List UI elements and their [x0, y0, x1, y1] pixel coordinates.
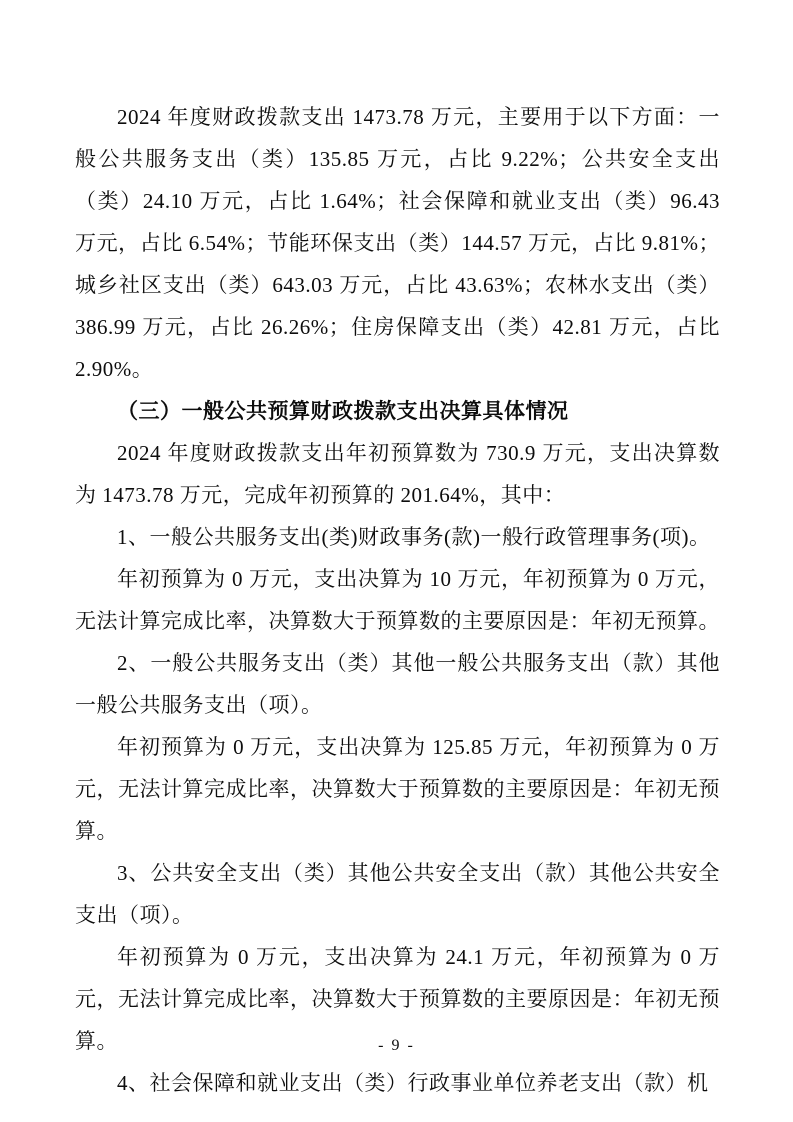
body-paragraph: 3、公共安全支出（类）其他公共安全支出（款）其他公共安全支出（项）。 [75, 861, 720, 927]
body-paragraph: 年初预算为 0 万元，支出决算为 24.1 万元，年初预算为 0 万元，无法计算完成比率，决算数大于预算数的主要原因是：年初无预算。 [75, 945, 720, 1053]
body-paragraph: 年初预算为 0 万元，支出决算为 125.85 万元，年初预算为 0 万元，无法计算完成比率，决算数大于预算数的主要原因是：年初无预算。 [75, 735, 720, 843]
page-number-footer: - 9 - [378, 1037, 415, 1054]
section-heading: （三）一般公共预算财政拨款支出决算具体情况 [117, 399, 569, 423]
body-paragraph: 2024 年度财政拨款支出 1473.78 万元，主要用于以下方面：一般公共服务支出（类）135.85 万元，占比 9.22%；公共安全支出（类）24.10 万元，占比 1.64%；社会保障和就业支出（类）96.43 万元，占比 6.54%；节能环保支出（类）144.57 万元，占比 9.81%；城乡社区支出（类）643.03 万元，占比 43.63%；农林水支出（类）386.99 万元，占比 26.26%；住房保障支出（类）42.81 万元，占比 2.90%。 [75, 105, 720, 381]
body-paragraph: 1、一般公共服务支出(类)财政事务(款)一般行政管理事务(项)。 [117, 525, 711, 549]
body-paragraph: 4、社会保障和就业支出（类）行政事业单位养老支出（款）机 [117, 1071, 709, 1095]
body-paragraph: 年初预算为 0 万元，支出决算为 10 万元，年初预算为 0 万元，无法计算完成比率，决算数大于预算数的主要原因是：年初无预算。 [75, 567, 720, 633]
body-paragraph: 2024 年度财政拨款支出年初预算数为 730.9 万元，支出决算数为 1473.78 万元，完成年初预算的 201.64%，其中： [75, 441, 720, 507]
body-paragraph: 2、一般公共服务支出（类）其他一般公共服务支出（款）其他一般公共服务支出（项）。 [75, 651, 720, 717]
document-body [75, 96, 720, 1104]
